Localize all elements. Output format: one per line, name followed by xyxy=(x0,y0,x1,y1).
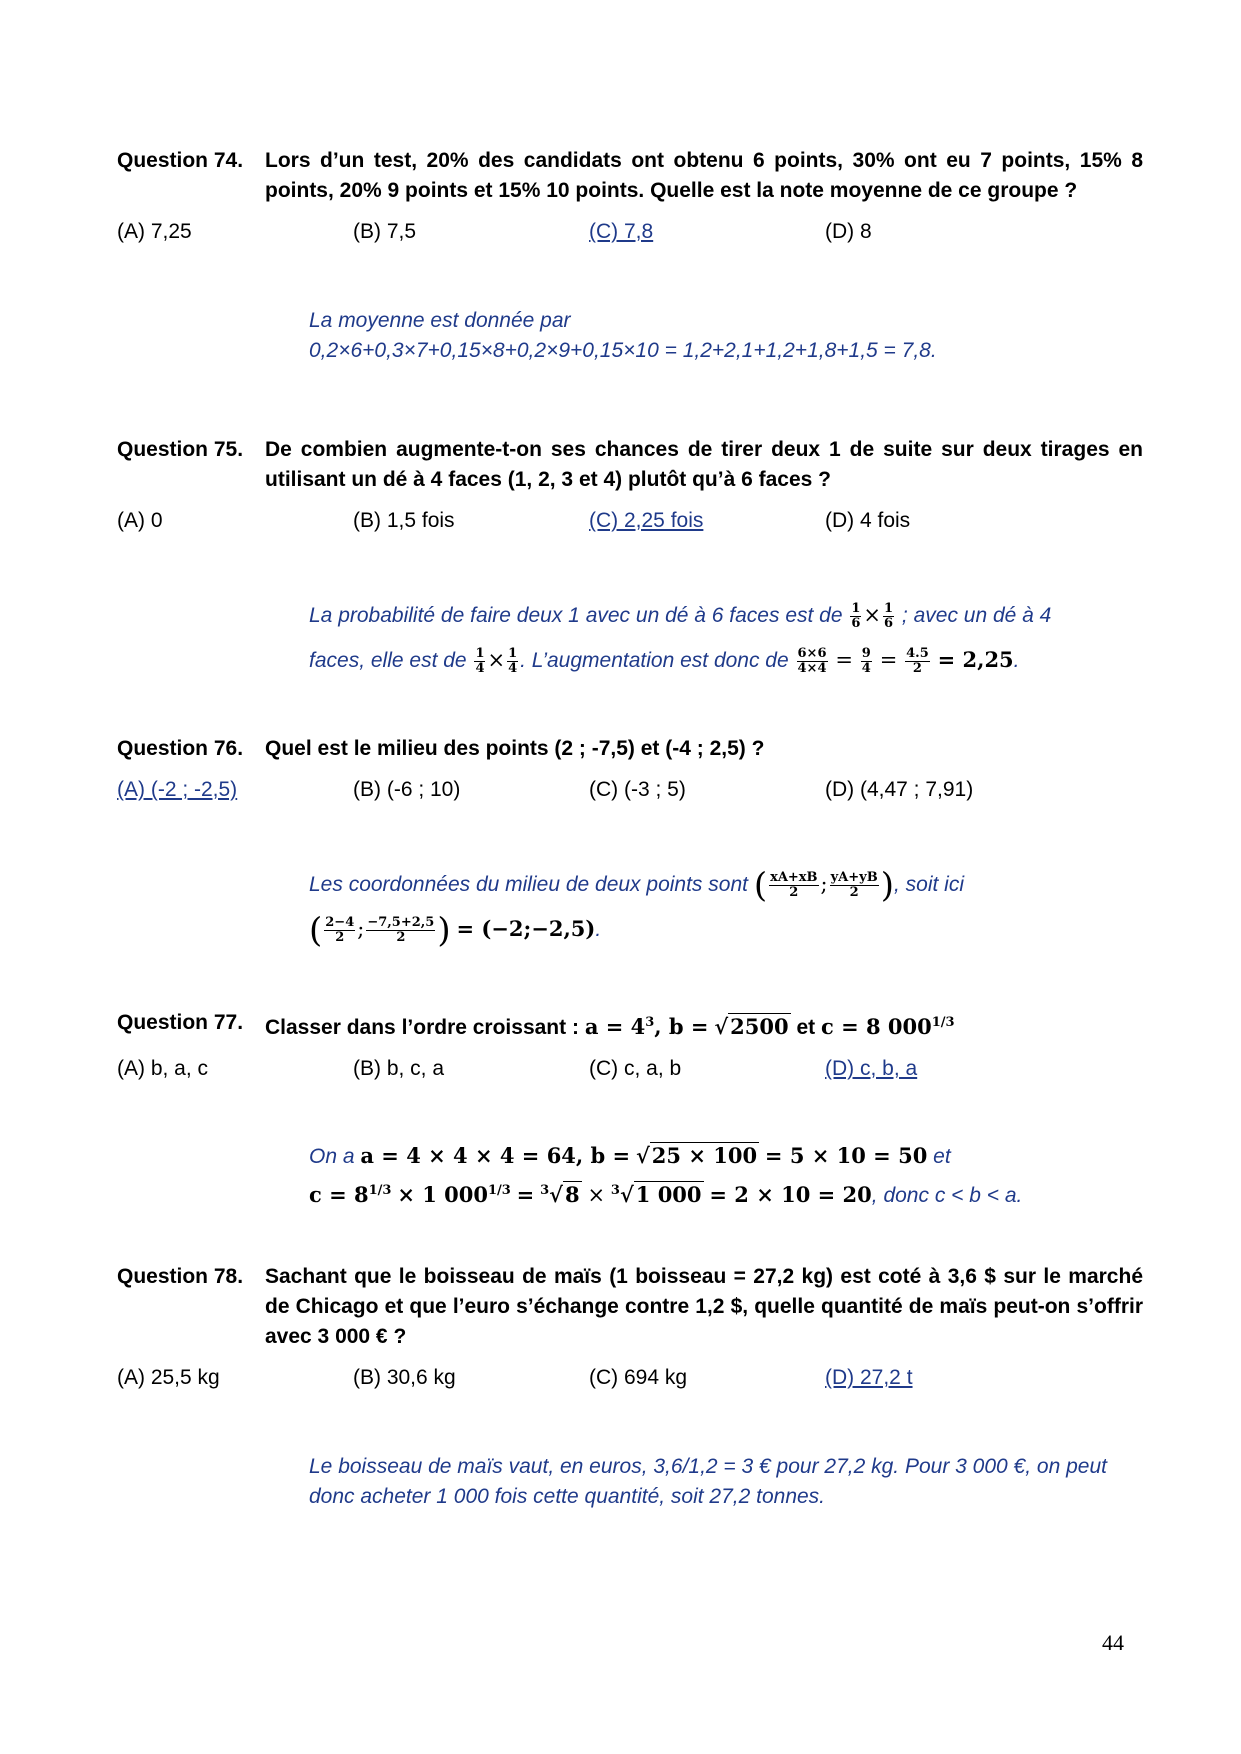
option-b[interactable]: (B) 30,6 kg xyxy=(353,1366,456,1389)
answer-text: , soit ici xyxy=(893,873,964,896)
question-76 xyxy=(117,734,1143,805)
fraction: $\frac{yA+yB}{2}$ xyxy=(830,869,878,900)
fraction: $\frac{-7,5+2,5}{2}$ xyxy=(367,915,435,946)
option-c-correct[interactable]: (C) 2,25 fois xyxy=(589,509,704,532)
options xyxy=(117,506,1143,536)
question-number: Question 76. xyxy=(117,737,244,760)
answer-text: La probabilité de faire deux 1 avec un dé à 6 faces est de xyxy=(309,604,843,627)
fraction: $\frac{1}{6}$ xyxy=(851,600,861,631)
options xyxy=(117,1363,1143,1393)
answer-77 xyxy=(309,1139,1139,1213)
math-result: = (−2;−2,5) xyxy=(456,916,596,942)
question-number: Question 77. xyxy=(117,1011,244,1034)
answer-text: Le boisseau de maïs vaut, en euros, 3,6/1,2 = 3 € pour 27,2 kg. Pour 3 000 €, on peut donc acheter 1 000 fois cette quantité, soit 27,2 tonnes. xyxy=(309,1455,1107,1508)
option-d-correct[interactable]: (D) c, b, a xyxy=(825,1057,918,1080)
answer-text: , donc c < b < a. xyxy=(871,1184,1023,1207)
fraction: $\frac{6\times 6}{4\times 4}$ xyxy=(797,645,827,676)
option-c-correct[interactable]: (C) 7,8 xyxy=(589,220,654,243)
question-74 xyxy=(117,146,1143,247)
answer-74 xyxy=(309,306,1139,366)
answer-75 xyxy=(309,593,1139,683)
question-text: De combien augmente-t-on ses chances de tirer deux 1 de suite sur deux tirages en utilisant un dé à 4 faces (1, 2, 3 et 4) plutôt qu’à 6 faces ? xyxy=(265,438,1143,491)
question-text: Lors d’un test, 20% des candidats ont obtenu 6 points, 30% ont eu 7 points, 15% 8 points, 20% 9 points et 15% 10 points. Quelle est la note moyenne de ce groupe ? xyxy=(265,149,1143,202)
question-75 xyxy=(117,435,1143,536)
option-c[interactable]: (C) 694 kg xyxy=(589,1366,688,1389)
answer-text: On a xyxy=(309,1145,355,1168)
option-a[interactable]: (A) b, a, c xyxy=(117,1057,209,1080)
option-d[interactable]: (D) 4 fois xyxy=(825,509,911,532)
option-b[interactable]: (B) 7,5 xyxy=(353,220,417,243)
answer-line: ( $\frac{2-4}{2}$ ; $\frac{-7,5+2,5}{2}$ ) = (−2;−2,5). xyxy=(309,910,602,951)
option-d[interactable]: (D) 8 xyxy=(825,220,872,243)
option-a-correct[interactable]: (A) (-2 ; -2,5) xyxy=(117,778,238,801)
page-number: 44 xyxy=(1102,1630,1124,1655)
option-b[interactable]: (B) 1,5 fois xyxy=(353,509,455,532)
option-a[interactable]: (A) 25,5 kg xyxy=(117,1366,220,1389)
question-number: Question 78. xyxy=(117,1265,244,1288)
options xyxy=(117,217,1143,247)
options xyxy=(117,1054,1143,1084)
option-c[interactable]: (C) (-3 ; 5) xyxy=(589,778,686,801)
question-text: Quel est le milieu des points (2 ; -7,5) et (-4 ; 2,5) ? xyxy=(265,737,765,760)
answer-line: 0,2×6+0,3×7+0,15×8+0,2×9+0,15×10 = 1,2+2,1+1,2+1,8+1,5 = 7,8. xyxy=(309,339,937,362)
answer-text: ; avec un dé à 4 xyxy=(901,604,1052,627)
fraction: $\frac{4.5}{2}$ xyxy=(906,645,929,676)
answer-76 xyxy=(309,862,1139,953)
options xyxy=(117,775,1143,805)
question-77 xyxy=(117,1008,1143,1084)
answer-line: La probabilité de faire deux 1 avec un dé à 6 faces est de $\frac{1}{6}$ × $\frac{1}{6}$ ; avec un dé à 4 xyxy=(309,600,1052,631)
question-text: Classer dans l’ordre croissant : $a = 4^3$, b = √2500 et c = 8 $000^{1/3}$ xyxy=(265,1014,955,1039)
fraction: $\frac{2-4}{2}$ xyxy=(325,915,355,946)
answer-text: Les coordonnées du milieu de deux points sont xyxy=(309,873,748,896)
answer-line: On a a = 4 × 4 × 4 = 64, b = √25 × 100 = 5 × 10 = 50 et xyxy=(309,1143,951,1168)
answer-line: La moyenne est donnée par xyxy=(309,309,571,332)
question-number: Question 75. xyxy=(117,438,244,461)
math-result: = 2,25 xyxy=(937,647,1014,672)
fraction: $\frac{1}{6}$ xyxy=(884,600,894,631)
answer-line: $c = 8^{1/3} \times 1$ $000^{1/3} = ^3√8 \times ^3√1$ 000 = 2 × 10 = 20, donc c < b < a. xyxy=(309,1182,1023,1207)
answer-line: faces, elle est de $\frac{1}{4}$ × $\frac{1}{4}$ . L’augmentation est donc de $\frac{6\times 6}{4\times 4}$ = $\frac{9}{4}$ = $\frac{4.5}{2}$ = 2,25. xyxy=(309,645,1020,676)
question-number: Question 74. xyxy=(117,149,244,172)
question-78 xyxy=(117,1262,1143,1393)
option-c[interactable]: (C) c, a, b xyxy=(589,1057,682,1080)
answer-78 xyxy=(309,1452,1139,1512)
option-a[interactable]: (A) 7,25 xyxy=(117,220,192,243)
option-a[interactable]: (A) 0 xyxy=(117,509,163,532)
option-b[interactable]: (B) (-6 ; 10) xyxy=(353,778,461,801)
fraction: $\frac{9}{4}$ xyxy=(861,645,871,676)
question-text: Sachant que le boisseau de maïs (1 boisseau = 27,2 kg) est coté à 3,6 $ sur le marché de Chicago et que l’euro s’échange contre 1,2 $, quelle quantité de maïs peut-on s’offrir avec 3 000 € ? xyxy=(265,1265,1143,1348)
option-d[interactable]: (D) (4,47 ; 7,91) xyxy=(825,778,974,801)
option-b[interactable]: (B) b, c, a xyxy=(353,1057,445,1080)
answer-text: . L’augmentation est donc de xyxy=(520,649,789,672)
fraction: $\frac{1}{4}$ xyxy=(475,645,485,676)
option-d-correct[interactable]: (D) 27,2 t xyxy=(825,1366,913,1389)
fraction: $\frac{1}{4}$ xyxy=(508,645,518,676)
answer-text: faces, elle est de xyxy=(309,649,467,672)
fraction: $\frac{xA+xB}{2}$ xyxy=(770,869,818,900)
answer-line: Les coordonnées du milieu de deux points sont ( $\frac{xA+xB}{2}$ ; $\frac{yA+yB}{2}$ ), soit ici xyxy=(309,865,964,906)
